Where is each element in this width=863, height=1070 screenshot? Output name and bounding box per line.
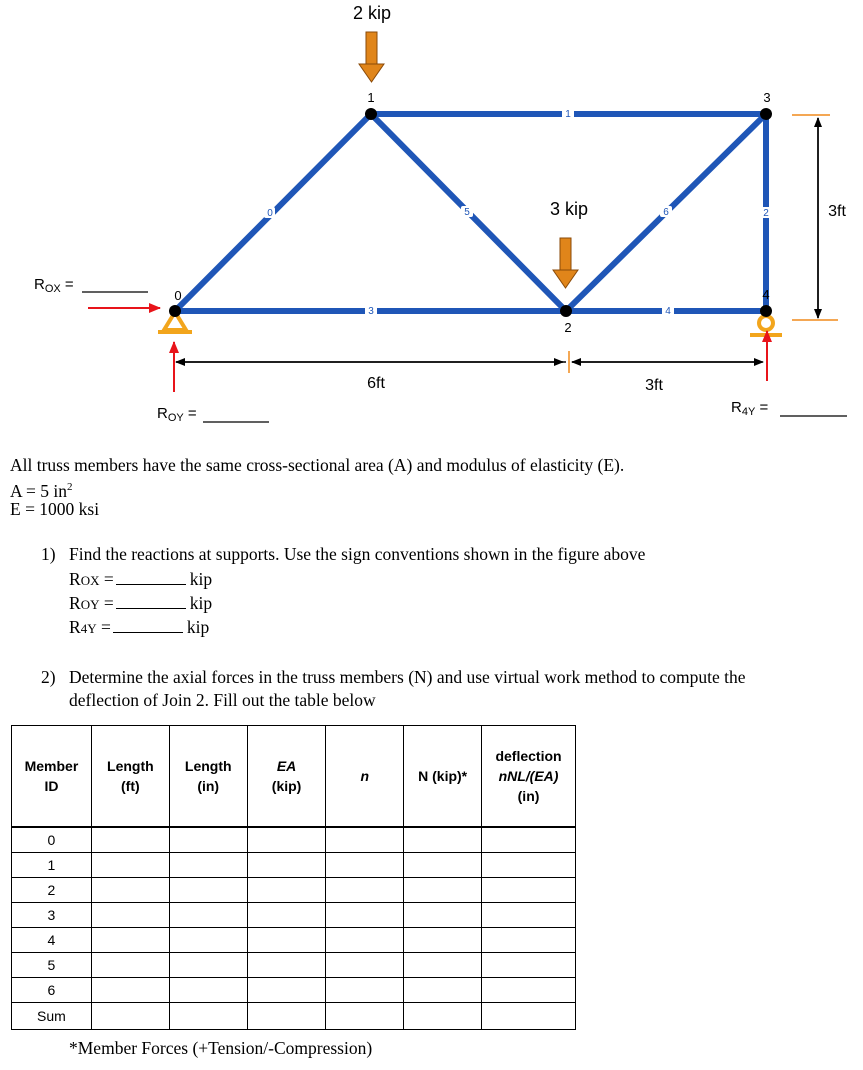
- cell-n[interactable]: [326, 1003, 404, 1030]
- cell-n-kip[interactable]: [404, 928, 482, 953]
- table-row: [12, 878, 576, 903]
- q1-item-r0x: ROX = kip: [69, 569, 213, 589]
- joint-label-0: 0: [174, 288, 182, 303]
- cell-length-in[interactable]: [169, 878, 247, 903]
- row-id: 3: [12, 903, 92, 928]
- q2-line-1: Determine the axial forces in the truss members (N) and use virtual work method to compute the: [69, 667, 746, 687]
- row-id: 4: [12, 928, 92, 953]
- member-label-0: 0: [267, 208, 273, 219]
- cell-deflection[interactable]: [482, 978, 576, 1003]
- cell-length-ft[interactable]: [91, 1003, 169, 1030]
- q1-item-r4y: R4Y = kip: [69, 617, 210, 637]
- reaction-label-r0x: $R_{OX}$ =: [34, 276, 74, 295]
- cell-length-in[interactable]: [169, 853, 247, 878]
- header-length-in: Length (in): [169, 726, 247, 828]
- joint-4: [760, 305, 772, 317]
- table-row-sum: [12, 1003, 576, 1030]
- header-deflection: deflection nNL/(EA) (in): [482, 726, 576, 828]
- cell-n[interactable]: [326, 928, 404, 953]
- cell-n[interactable]: [326, 953, 404, 978]
- row-id: Sum: [12, 1003, 92, 1030]
- cell-ea[interactable]: [247, 827, 326, 853]
- member-label-4: 4: [665, 306, 671, 317]
- cell-length-in[interactable]: [169, 928, 247, 953]
- intro-modulus: E = 1000 ksi: [10, 499, 100, 519]
- cell-length-ft[interactable]: [91, 953, 169, 978]
- table-header-row: [12, 726, 576, 828]
- dim-label-6ft: 6ft: [367, 375, 385, 392]
- header-n-kip: N (kip)*: [404, 726, 482, 828]
- q2-line-2: deflection of Join 2. Fill out the table below: [69, 690, 376, 710]
- cell-ea[interactable]: [247, 903, 326, 928]
- table-row: [12, 853, 576, 878]
- row-id: 1: [12, 853, 92, 878]
- table-row: [12, 928, 576, 953]
- q1-blank[interactable]: [116, 570, 186, 585]
- intro-line-1: All truss members have the same cross-sectional area (A) and modulus of elasticity (E).: [10, 455, 625, 475]
- cell-deflection[interactable]: [482, 903, 576, 928]
- table-row: [12, 978, 576, 1003]
- member-label-2: 2: [763, 208, 769, 219]
- member-label-5: 5: [464, 207, 470, 218]
- member-label-3: 3: [368, 306, 374, 317]
- joint-label-4: 4: [762, 287, 770, 302]
- cell-n-kip[interactable]: [404, 953, 482, 978]
- cell-n[interactable]: [326, 878, 404, 903]
- truss-diagram: [0, 0, 863, 440]
- results-table: [11, 725, 576, 1030]
- header-ea: EA (kip): [247, 726, 326, 828]
- table-row: [12, 827, 576, 853]
- cell-n-kip[interactable]: [404, 827, 482, 853]
- member-label-1: 1: [565, 109, 571, 120]
- q1-blank[interactable]: [113, 618, 183, 633]
- cell-deflection[interactable]: [482, 1003, 576, 1030]
- dim-label-3ft: 3ft: [645, 377, 663, 394]
- reaction-label-r4y: $R_{4Y}$ =: [731, 399, 769, 418]
- cell-deflection[interactable]: [482, 853, 576, 878]
- cell-length-ft[interactable]: [91, 928, 169, 953]
- cell-n[interactable]: [326, 827, 404, 853]
- cell-deflection[interactable]: [482, 827, 576, 853]
- table-row: [12, 903, 576, 928]
- q1-number: 1): [41, 544, 56, 564]
- cell-ea[interactable]: [247, 978, 326, 1003]
- q2-number: 2): [41, 667, 56, 687]
- cell-n-kip[interactable]: [404, 878, 482, 903]
- header-length-ft: Length (ft): [91, 726, 169, 828]
- load-label-2kip: 2 kip: [352, 3, 392, 23]
- header-member-id: Member ID: [12, 726, 92, 828]
- row-id: 5: [12, 953, 92, 978]
- cell-ea[interactable]: [247, 853, 326, 878]
- row-id: 2: [12, 878, 92, 903]
- cell-n[interactable]: [326, 853, 404, 878]
- joint-2: [560, 305, 572, 317]
- cell-n[interactable]: [326, 978, 404, 1003]
- cell-length-ft[interactable]: [91, 978, 169, 1003]
- cell-deflection[interactable]: [482, 953, 576, 978]
- member-label-6: 6: [663, 207, 669, 218]
- joint-label-1: 1: [367, 90, 375, 105]
- joint-3: [760, 108, 772, 120]
- q1-text: Find the reactions at supports. Use the sign conventions shown in the figure above: [69, 544, 646, 564]
- cell-length-ft[interactable]: [91, 903, 169, 928]
- joint-0: [169, 305, 181, 317]
- cell-n-kip[interactable]: [404, 853, 482, 878]
- row-id: 0: [12, 827, 92, 853]
- intro-area: A = 5 $in^2$: [10, 480, 73, 501]
- joint-1: [365, 108, 377, 120]
- cell-length-in[interactable]: [169, 953, 247, 978]
- cell-ea[interactable]: [247, 953, 326, 978]
- cell-deflection[interactable]: [482, 878, 576, 903]
- cell-length-ft[interactable]: [91, 878, 169, 903]
- load-arrow-joint-2: [553, 238, 578, 288]
- cell-ea[interactable]: [247, 928, 326, 953]
- footnote: *Member Forces (+Tension/-Compression): [69, 1038, 373, 1058]
- cell-length-in[interactable]: [169, 827, 247, 853]
- cell-ea[interactable]: [247, 878, 326, 903]
- cell-length-in[interactable]: [169, 1003, 247, 1030]
- cell-ea[interactable]: [247, 1003, 326, 1030]
- load-label-3kip: 3 kip: [549, 199, 589, 219]
- header-n: n: [326, 726, 404, 828]
- joint-label-2: 2: [564, 320, 572, 335]
- reaction-label-r0y: $R_{OY}$ =: [157, 405, 197, 424]
- cell-n[interactable]: [326, 903, 404, 928]
- q1-item-r0y: ROY = kip: [69, 593, 213, 613]
- row-id: 6: [12, 978, 92, 1003]
- table-row: [12, 953, 576, 978]
- dim-label-height: 3ft: [828, 203, 846, 220]
- cell-n-kip[interactable]: [404, 903, 482, 928]
- q1-blank[interactable]: [116, 594, 186, 609]
- cell-length-in[interactable]: [169, 978, 247, 1003]
- load-arrow-joint-1: [359, 32, 384, 82]
- cell-length-in[interactable]: [169, 903, 247, 928]
- cell-length-ft[interactable]: [91, 827, 169, 853]
- joint-label-3: 3: [763, 90, 771, 105]
- cell-n-kip[interactable]: [404, 1003, 482, 1030]
- cell-deflection[interactable]: [482, 928, 576, 953]
- cell-length-ft[interactable]: [91, 853, 169, 878]
- cell-n-kip[interactable]: [404, 978, 482, 1003]
